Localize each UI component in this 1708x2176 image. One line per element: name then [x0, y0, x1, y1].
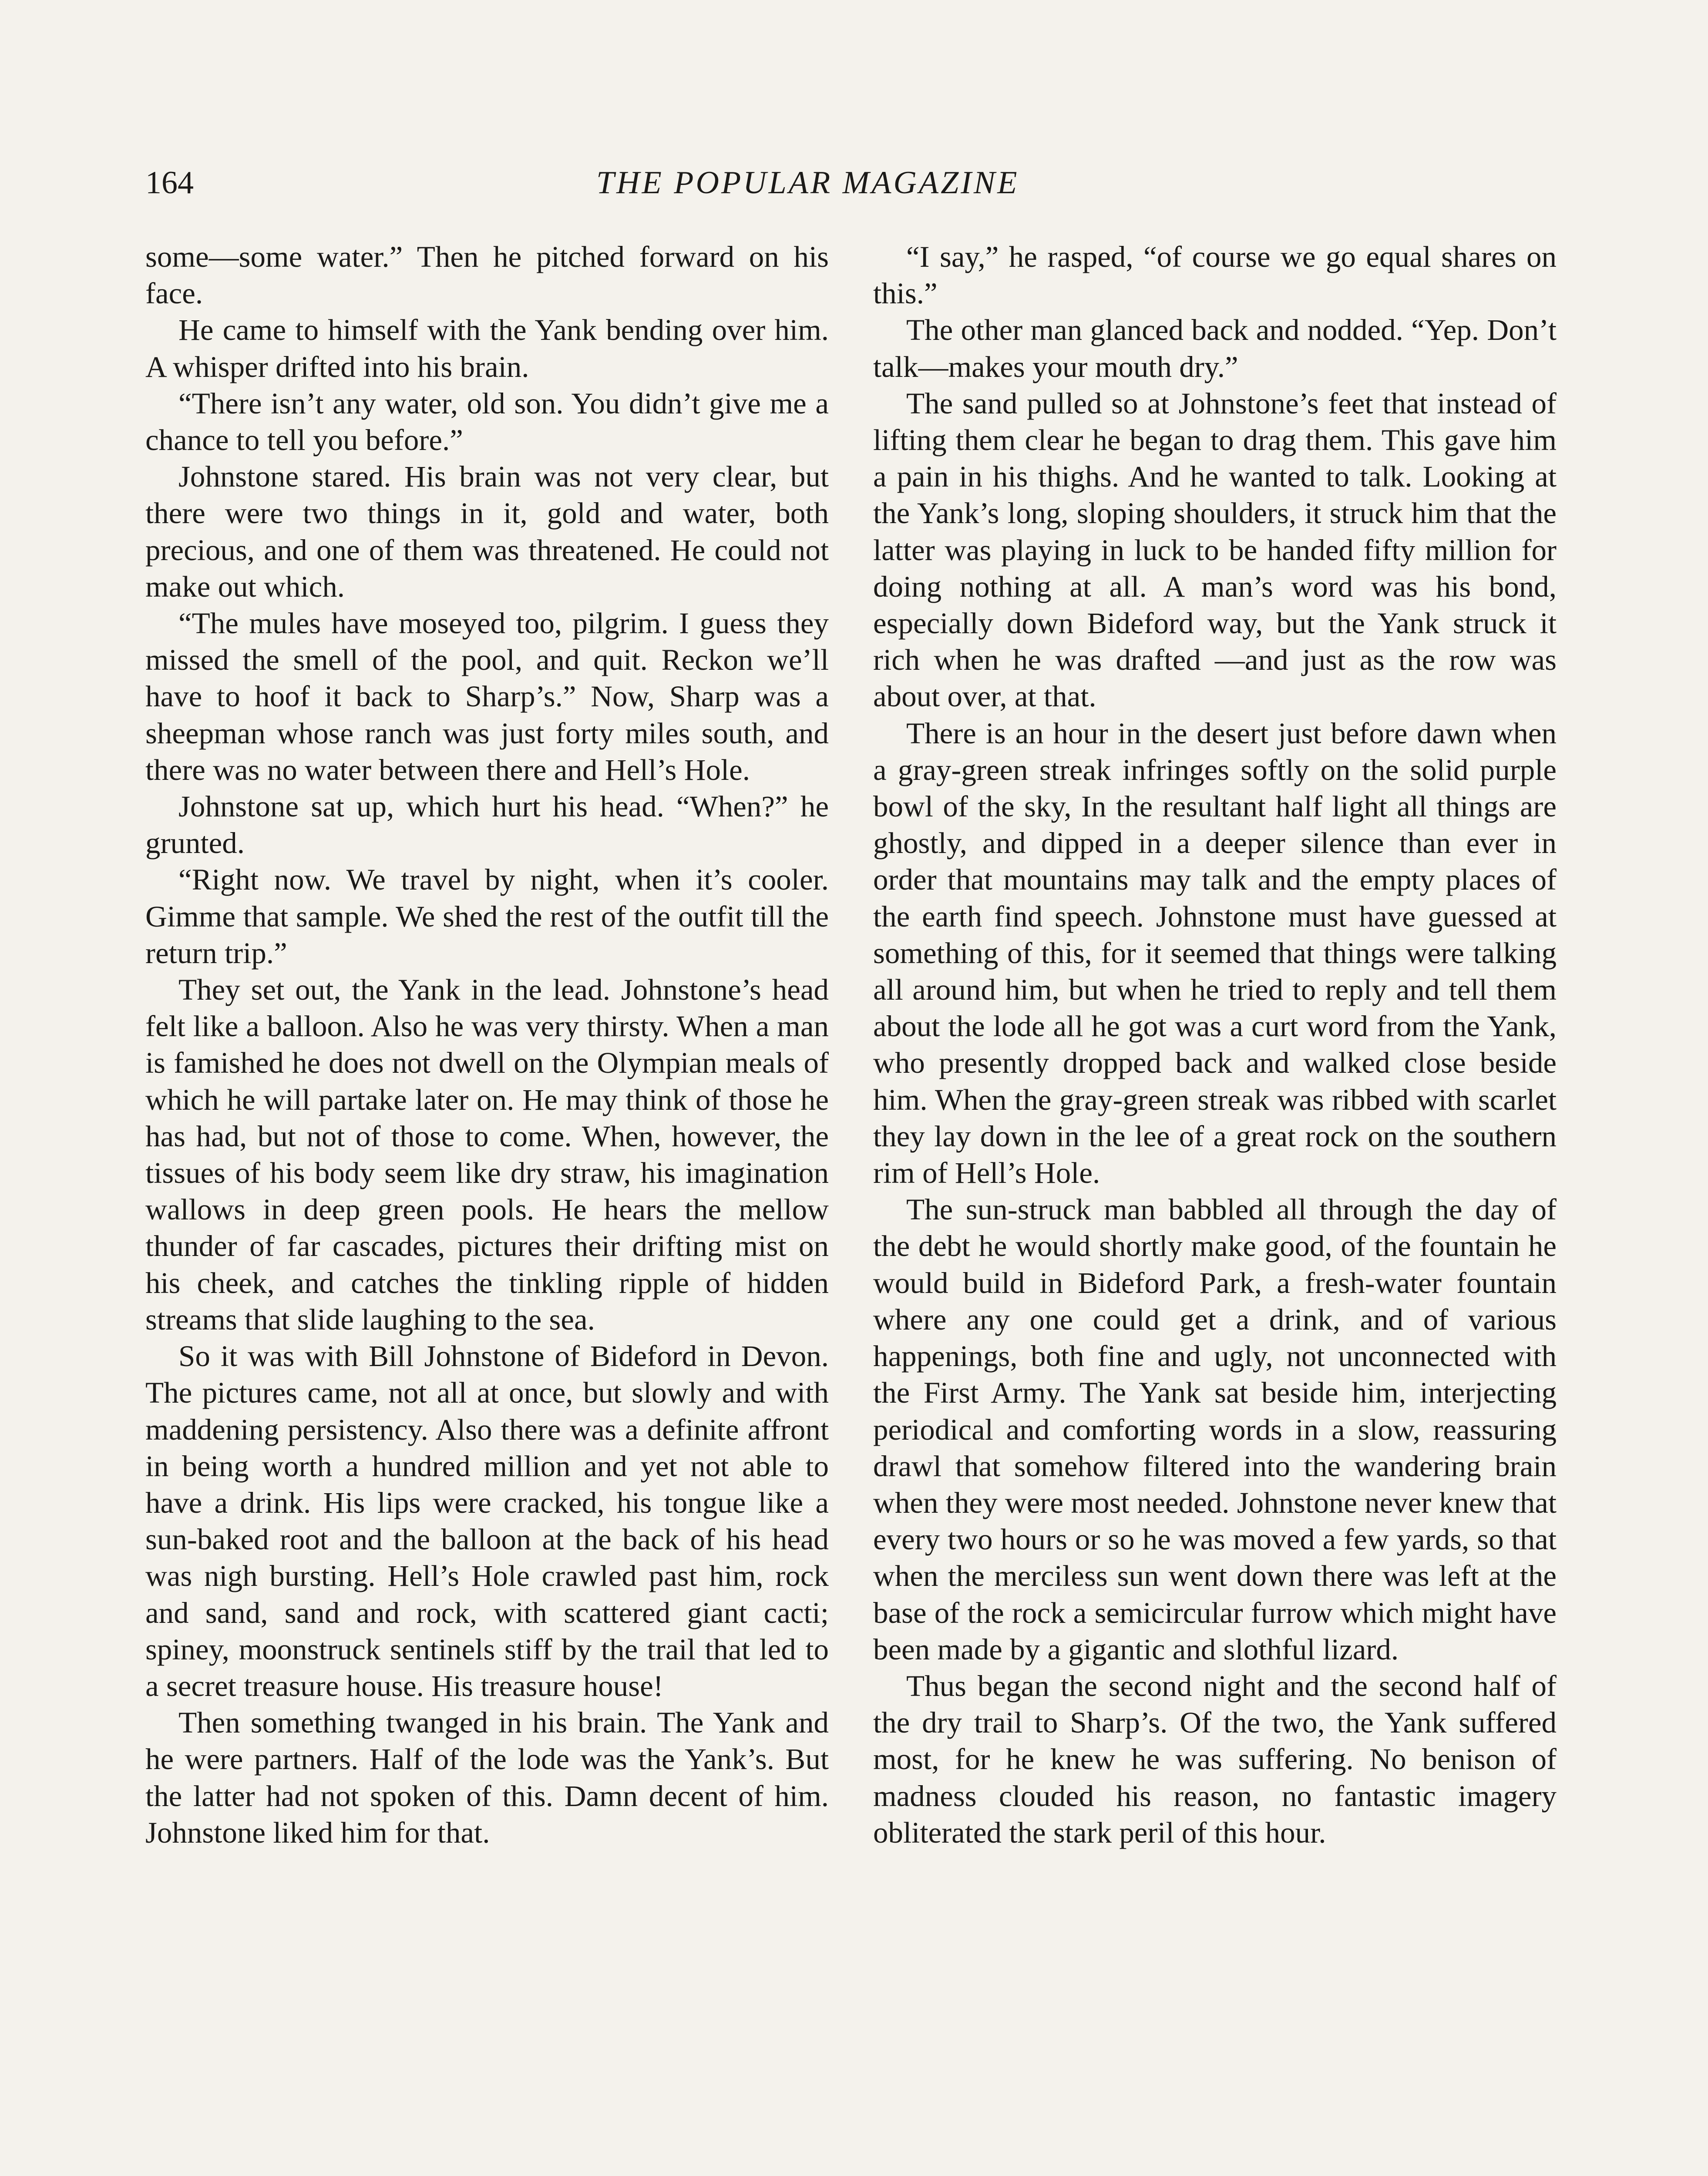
paragraph: Johnstone stared. His brain was not very clear, but there were two things in it, gold and water, both precious, and one of them was threatened. He could not make out which.	[145, 460, 829, 603]
paragraph: The sand pulled so at Johnstone’s feet that instead of lifting them clear he began to drag them. This gave him a pain in his thighs. And he wanted to talk. Looking at the Yank’s long, sloping shoulders, it struck him that the latter was playing in luck to be handed fifty million for doing nothing at all. A man’s word was his bond, especially down Bideford way, but the Yank struck it rich when he was drafted —and just as the row was about over, at that.	[873, 386, 1557, 713]
paragraph: “I say,” he rasped, “of course we go equal shares on this.”	[873, 240, 1557, 310]
paragraph: “The mules have moseyed too, pilgrim. I guess they missed the smell of the pool, and quit. Reckon we’ll have to hoof it back to Sharp’s.” Now, Sharp was a sheepman whose ranch was just forty miles south, and there was no water between there and Hell’s Hole.	[145, 607, 829, 786]
paragraph: Johnstone sat up, which hurt his head. “When?” he grunted.	[145, 790, 829, 860]
paragraph: “There isn’t any water, old son. You didn’t give me a chance to tell you before.”	[145, 386, 829, 457]
paragraph: Then something twanged in his brain. The Yank and he were partners. Half of the lode was the Yank’s. But the latter had not spoken of this. Damn decent of him. Johnstone liked him for that.	[145, 1706, 829, 1849]
paragraph: He came to himself with the Yank bending over him. A whisper drifted into his brain.	[145, 313, 829, 383]
page-number: 164	[145, 165, 194, 201]
left-column	[145, 238, 829, 1851]
paragraph: There is an hour in the desert just before dawn when a gray-green streak infringes softly on the solid purple bowl of the sky, In the resultant half light all things are ghostly, and dipped in a deeper silence than ever in order that mountains may talk and the empty places of the earth find speech. Johnstone must have guessed at something of this, for it seemed that things were talking all around him, but when he tried to reply and tell them about the lode all he got was a curt word from the Yank, who presently dropped back and walked close beside him. When the gray-green streak was ribbed with scarlet they lay down in the lee of a great rock on the southern rim of Hell’s Hole.	[873, 716, 1557, 1190]
paragraph: So it was with Bill Johnstone of Bideford in Devon. The pictures came, not all at once, but slowly and with maddening persistency. Also there was a definite affront in being worth a hundred million and yet not able to have a drink. His lips were cracked, his tongue like a sun-baked root and the balloon at the back of his head was nigh bursting. Hell’s Hole crawled past him, rock and sand, sand and rock, with scattered giant cacti; spiney, moonstruck sentinels stiff by the trail that led to a secret treasure house. His treasure house!	[145, 1340, 829, 1703]
running-head: THE POPULAR MAGAZINE	[596, 165, 1019, 201]
paragraph: The sun-struck man babbled all through the day of the debt he would shortly make good, of the fountain he would build in Bideford Park, a fresh-water fountain where any one could get a drink, and of various happenings, both fine and ugly, not unconnected with the First Army. The Yank sat beside him, interjecting periodical and comforting words in a slow, reassuring drawl that somehow filtered into the wandering brain when they were most needed. Johnstone never knew that every two hours or so he was moved a few yards, so that when the merciless sun went down there was left at the base of the rock a semicircular furrow which might have been made by a gigantic and slothful lizard.	[873, 1193, 1557, 1666]
paragraph: “Right now. We travel by night, when it’s cooler. Gimme that sample. We shed the rest of the outfit till the return trip.”	[145, 863, 829, 970]
paragraph: They set out, the Yank in the lead. Johnstone’s head felt like a balloon. Also he was very thirsty. When a man is famished he does not dwell on the Olympian meals of which he will partake later on. He may think of those he has had, but not of those to come. When, however, the tissues of his body seem like dry straw, his imagination wallows in deep green pools. He hears the mellow thunder of far cascades, pictures their drifting mist on his cheek, and catches the tinkling ripple of hidden streams that slide laughing to the sea.	[145, 973, 829, 1336]
paragraph: Thus began the second night and the second half of the dry trail to Sharp’s. Of the two, the Yank suffered most, for he knew he was suffering. No benison of madness clouded his reason, no fantastic imagery obliterated the stark peril of this hour.	[873, 1669, 1557, 1849]
right-column	[873, 238, 1557, 1851]
paragraph: some—some water.” Then he pitched forward on his face.	[145, 240, 829, 310]
paragraph: The other man glanced back and nodded. “Yep. Don’t talk—makes your mouth dry.”	[873, 313, 1557, 383]
